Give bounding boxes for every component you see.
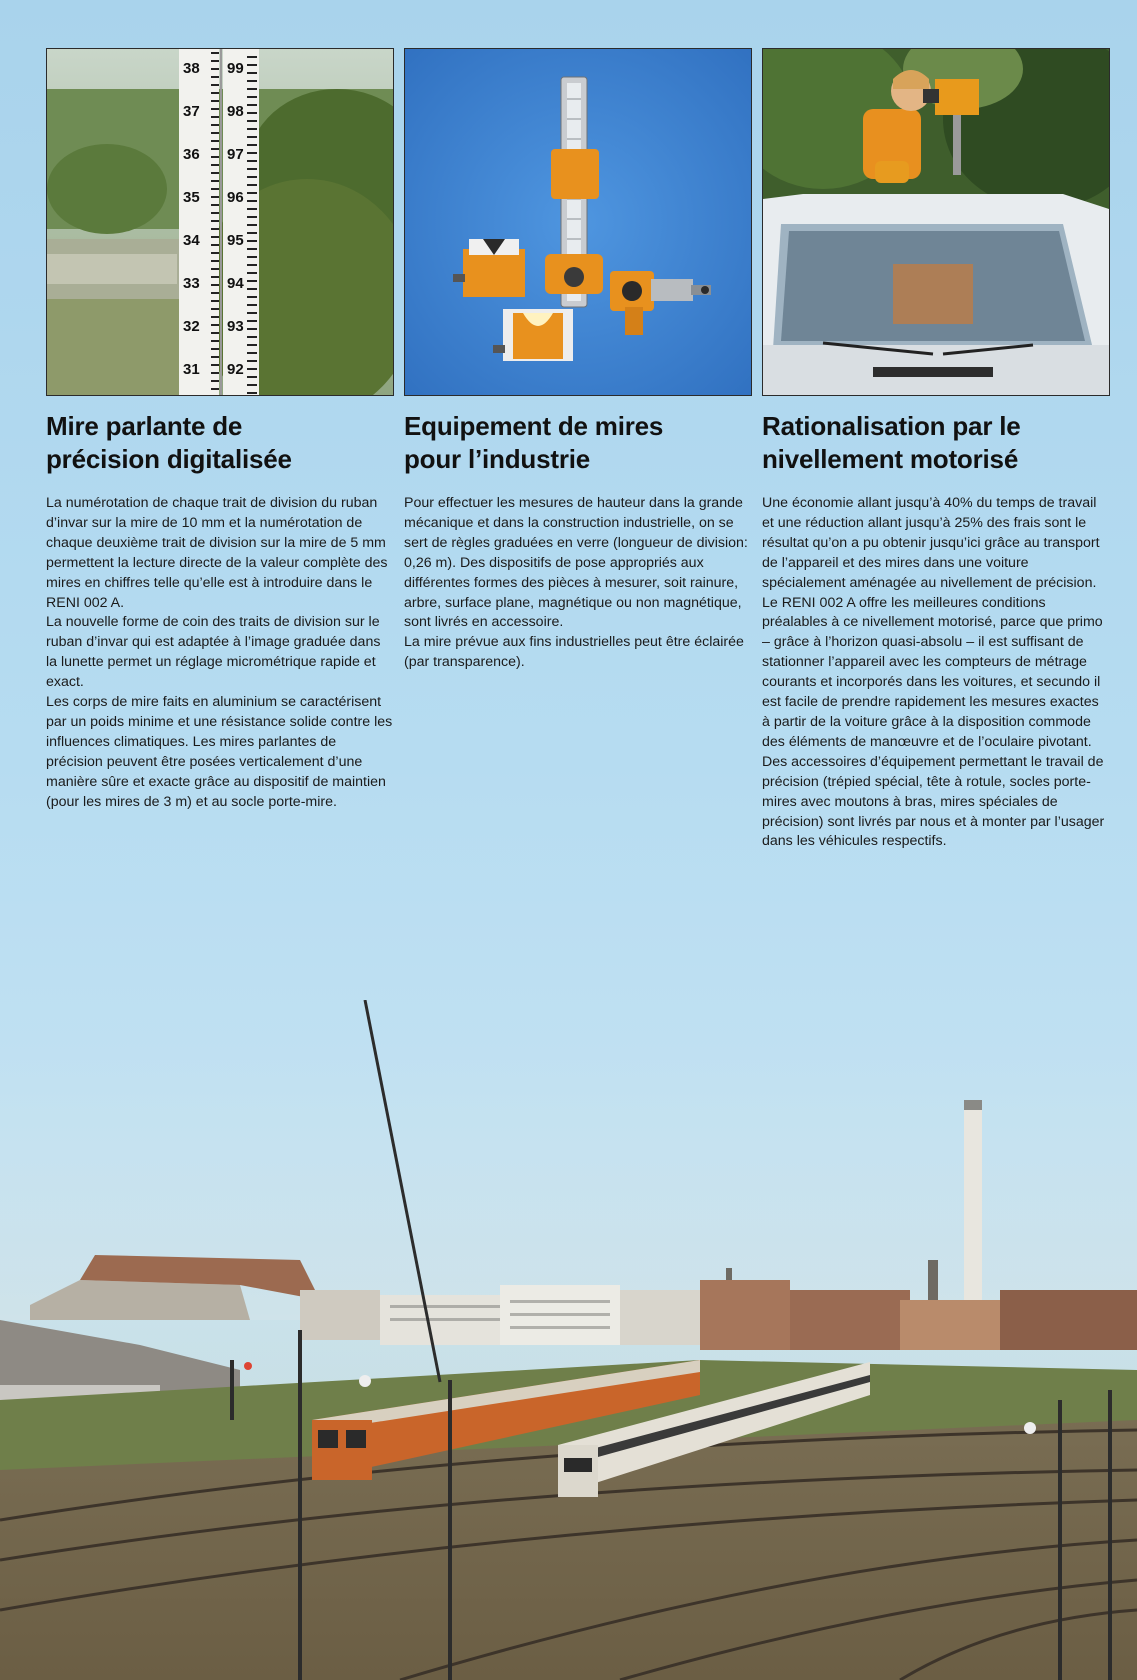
staff-number: 33 (183, 275, 200, 292)
title-line-2: précision digitalisée (46, 444, 292, 474)
paragraph: Les corps de mire faits en aluminium se caractérisent par un poids minime et une résistance solide contre les influences climatiques. Les mires parlantes de précision peuvent être posées verticalement d’une manière sûre et exacte grâce au dispositif de maintien (pour les mires de 3 m) et au socle porte-mire. (46, 694, 393, 810)
staff-number: 97 (227, 146, 244, 163)
railway-scene-image (0, 1000, 1137, 1680)
title-line-1: Rationalisation par le (762, 411, 1021, 441)
staff-number: 37 (183, 103, 200, 120)
leveling-staff-photo (46, 48, 394, 396)
railway-yard-cityscape-photo (0, 1000, 1137, 1680)
paragraph: Une économie allant jusqu’à 40% du temps de travail et une réduction allant jusqu’à 25% des frais sont le résultat qu’on a pu obtenir jusqu’ici grâce au transport de l’appareil et des mires dans une voiture spécialement aménagée au nivellement de précision. Le RENI 002 A offre les meilleures conditions préalables à ce nivellement motorisé, parce que primo – grâce à l’horizon quasi-absolu – il est suffisant de stationner l’appareil avec les compteurs de métrage courants et incorporés dans les voitures, et secundo il est facile de prendre rapidement les mesures exactes à partir de la voiture grâce à la disposition commode des éléments de manœuvre et de l’oculaire pivotant. (762, 495, 1103, 750)
staff-number: 95 (227, 232, 244, 249)
column-title (762, 410, 1110, 476)
paragraph: La numérotation de chaque trait de division du ruban d’invar sur la mire de 10 mm et la numérotation de chaque deuxième trait de division sur la mire de 5 mm permettent la lecture directe de la valeur complète des mires en chiffres telle qu’elle est à introduire dans le RENI 002 A. (46, 495, 388, 611)
staff-number: 98 (227, 103, 244, 120)
staff-number: 32 (183, 318, 200, 335)
staff-number: 35 (183, 189, 200, 206)
title-line-2: pour l’industrie (404, 444, 591, 474)
staff-number: 38 (183, 60, 200, 77)
staff-number: 34 (183, 232, 200, 249)
staff-number: 93 (227, 318, 244, 335)
column-title (46, 410, 394, 476)
industrial-equipment-image (405, 49, 751, 395)
column-title (404, 410, 752, 476)
staff-number: 36 (183, 146, 200, 163)
paragraph: Des accessoires d’équipement permettant le travail de précision (trépied spécial, tête à rotule, socles porte-mires avec moutons à bras, mires spéciales de précision) sont livrés par nous et à monter par l’usager dans les véhicules respectifs. (762, 753, 1105, 850)
title-line-1: Equipement de mires (404, 411, 664, 441)
motorized-leveling-car-photo (762, 48, 1110, 396)
title-line-1: Mire parlante de (46, 411, 243, 441)
column-precision-staff (46, 48, 394, 813)
staff-number: 96 (227, 189, 244, 206)
staff-number: 99 (227, 60, 244, 77)
staff-number: 94 (227, 275, 244, 292)
column-body (762, 494, 1110, 852)
industrial-staff-equipment-photo (404, 48, 752, 396)
car-leveling-image (763, 49, 1109, 395)
column-body (404, 494, 752, 673)
paragraph: La nouvelle forme de coin des traits de division sur le ruban d’invar qui est adaptée à l’image graduée dans la lunette permet un réglage micrométrique rapide et exact. (46, 614, 381, 691)
staff-number: 31 (183, 361, 200, 378)
title-line-2: nivellement motorisé (762, 444, 1019, 474)
column-industrial-equipment (404, 48, 752, 673)
paragraph: Pour effectuer les mesures de hauteur dans la grande mécanique et dans la construction industrielle, on se sert de règles graduées en verre (longueur de division: 0,26 m). Des dispositifs de pose appropriés aux différentes formes des pièces à mesurer, soit rainure, arbre, surface plane, magnétique ou non magnétique, sont livrés en accessoire. (404, 495, 748, 631)
paragraph: La mire prévue aux fins industrielles peut être éclairée (par transparence). (404, 634, 744, 671)
leveling-staff-image (47, 49, 393, 395)
column-motorized-leveling (762, 48, 1110, 852)
staff-number: 92 (227, 361, 244, 378)
column-body (46, 494, 394, 813)
